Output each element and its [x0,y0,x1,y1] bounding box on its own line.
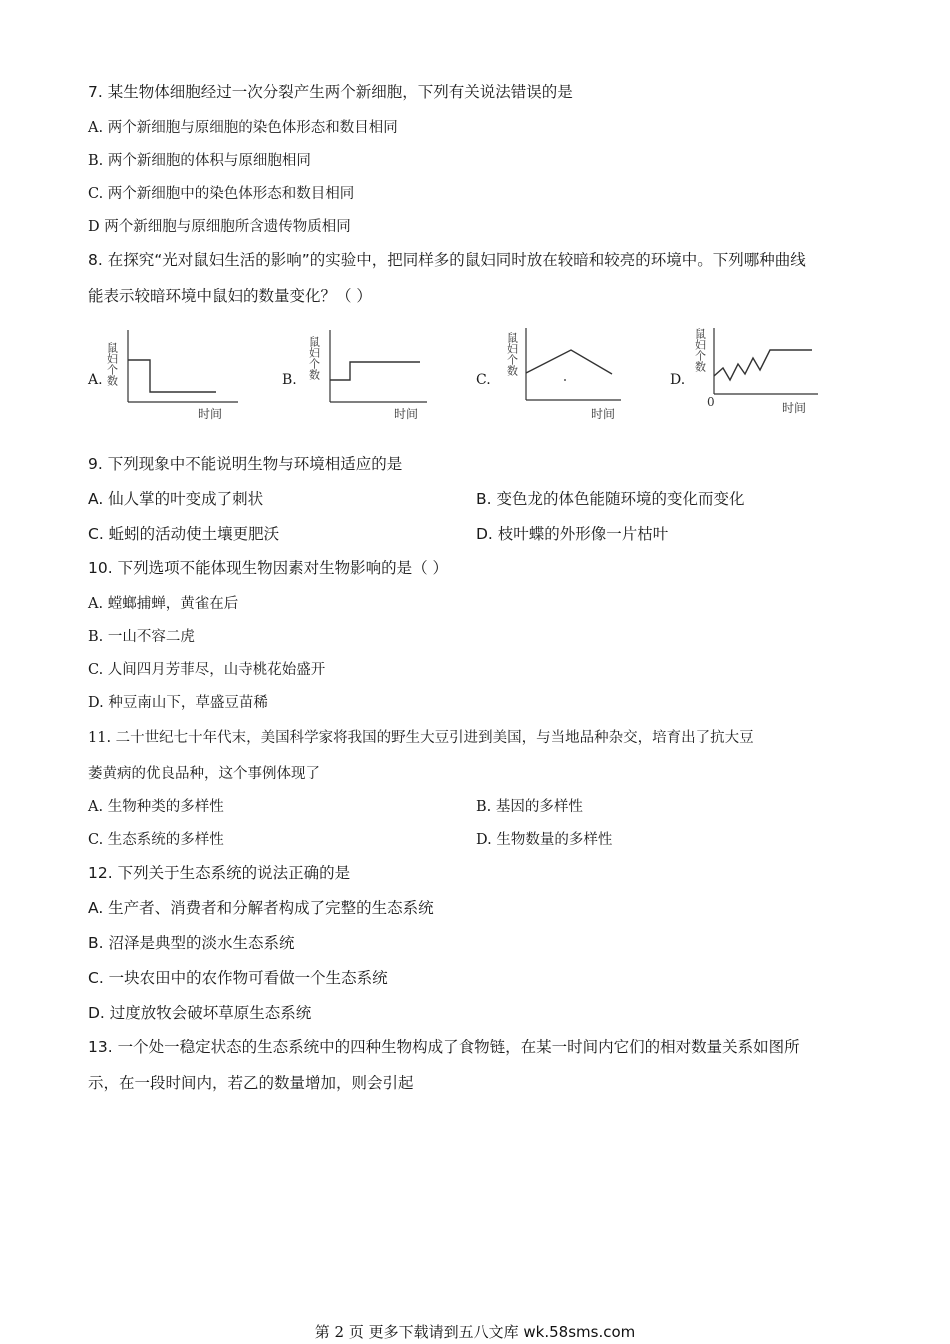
graph-a [105,320,278,425]
graph-d [690,320,860,425]
q12-option-b: B. 沼泽是典型的淡水生态系统 [88,934,295,952]
graph-b-xlabel: 时间 [394,407,419,421]
q9-option-a: A. 仙人掌的叶变成了刺状 [88,490,264,508]
q9-option-b: B. 变色龙的体色能随环境的变化而变化 [476,490,745,508]
q10-option-a: A. 螳螂捕蝉，黄雀在后 [88,596,239,612]
q7-option-c: C. 两个新细胞中的染色体形态和数目相同 [88,186,355,202]
q13-stem-line1: 13. 一个处一稳定状态的生态系统中的四种生物构成了食物链，在某一时间内它们的相对数量关系如图所 [88,1038,800,1056]
q7-option-d: D 两个新细胞与原细胞所含遗传物质相同 [88,219,351,235]
q10-option-b: B. 一山不容二虎 [88,629,195,645]
graph-c [496,320,666,425]
q13-stem-line2: 示，在一段时间内，若乙的数量增加，则会引起 [88,1074,414,1092]
q11-stem-line2: 萎黄病的优良品种，这个事例体现了 [88,766,320,782]
q9-option-c: C. 蚯蚓的活动使土壤更肥沃 [88,525,280,543]
graph-d-figure [690,320,860,425]
q7-option-a: A. 两个新细胞与原细胞的染色体形态和数目相同 [88,120,398,136]
q11-stem-line1: 11. 二十世纪七十年代末，美国科学家将我国的野生大豆引进到美国，与当地品种杂交，培育出了抗大豆 [88,730,754,746]
graph-a-label: A. [88,372,103,388]
graph-c-label: C. [476,372,491,388]
q12-option-a: A. 生产者、消费者和分解者构成了完整的生态系统 [88,899,434,917]
q10-stem: 10. 下列选项不能体现生物因素对生物影响的是（ ） [88,559,449,577]
graph-a-xlabel: 时间 [198,407,223,421]
graph-d-ylabel: 鼠妇个数 [693,328,707,372]
page-number: 第 2 页 [314,1323,364,1341]
q10-option-c: C. 人间四月芳菲尽，山寺桃花始盛开 [88,662,326,678]
graph-a-figure [105,320,278,425]
q8-stem-line1: 8. 在探究“光对鼠妇生活的影响”的实验中，把同样多的鼠妇同时放在较暗和较亮的环境中。下列哪种曲线 [88,251,806,269]
q11-option-d: D. 生物数量的多样性 [476,832,613,848]
footer-site-link[interactable]: wk.58sms.com [523,1323,636,1341]
q7-option-b: B. 两个新细胞的体积与原细胞相同 [88,153,311,169]
q11-option-a: A. 生物种类的多样性 [88,799,224,815]
graph-d-xlabel: 时间 [782,401,807,415]
graph-c-ylabel: 鼠妇个数 [505,332,519,376]
graph-b-ylabel: 鼠妇个数 [307,336,321,380]
graph-b [302,320,472,425]
graph-c-xlabel: 时间 [591,407,616,421]
q12-option-d: D. 过度放牧会破坏草原生态系统 [88,1004,312,1022]
graph-d-label: D. [670,372,686,388]
q9-option-d: D. 枝叶蝶的外形像一片枯叶 [476,525,669,543]
graph-b-label: B. [282,372,297,388]
q12-stem: 12. 下列关于生态系统的说法正确的是 [88,864,351,882]
q7-stem: 7. 某生物体细胞经过一次分裂产生两个新细胞，下列有关说法错误的是 [88,83,573,101]
q9-stem: 9. 下列现象中不能说明生物与环境相适应的是 [88,455,403,473]
graph-c-figure [496,320,666,425]
q11-option-b: B. 基因的多样性 [476,799,583,815]
page-footer [0,1321,950,1342]
footer-text: 更多下载请到五八文库 [363,1323,524,1341]
q8-stem-line2: 能表示较暗环境中鼠妇的数量变化？（ ） [88,287,372,305]
graph-d-origin: 0 [707,395,715,409]
q12-option-c: C. 一块农田中的农作物可看做一个生态系统 [88,969,388,987]
graph-b-figure [302,320,472,425]
q10-option-d: D. 种豆南山下，草盛豆苗稀 [88,695,268,711]
graph-a-ylabel: 鼠妇个数 [105,342,119,386]
q11-option-c: C. 生态系统的多样性 [88,832,224,848]
